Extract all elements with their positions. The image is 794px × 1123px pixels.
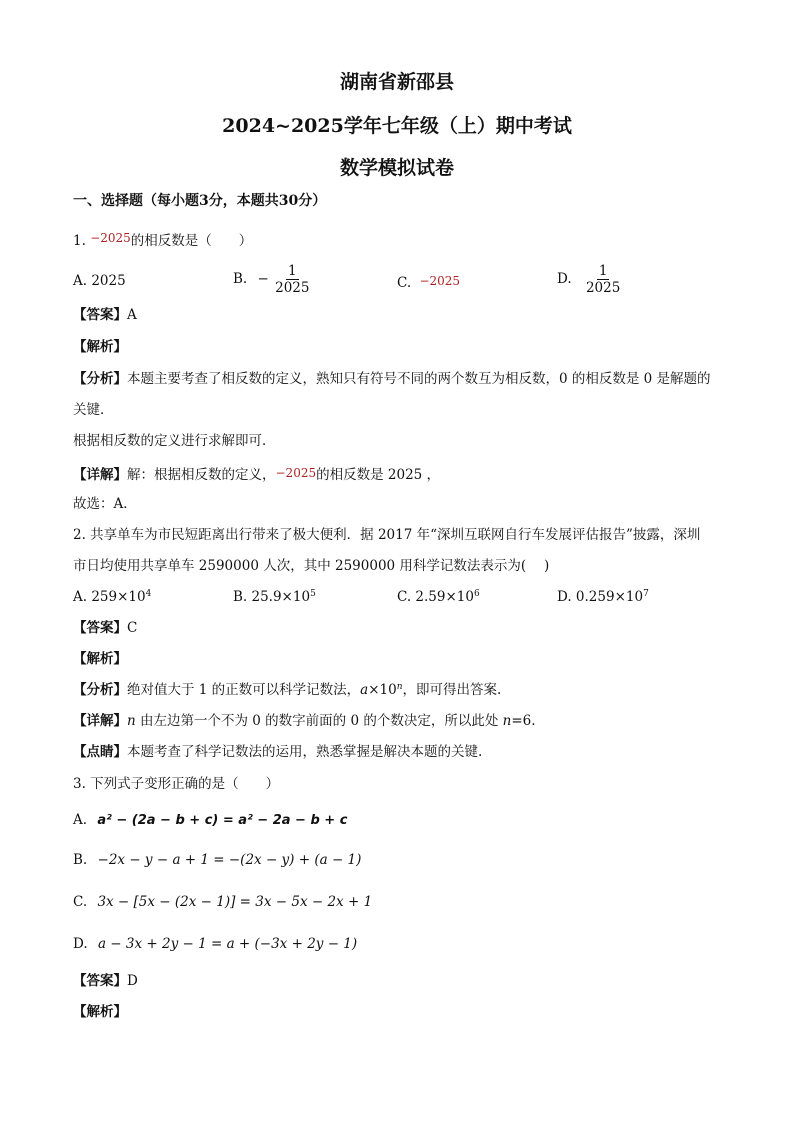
- q1-expr: −2025: [90, 231, 131, 245]
- q1-answer: 【答案】A: [73, 307, 137, 323]
- q1-option-d-fraction: $\frac{1}{2025}$: [585, 263, 621, 296]
- q3-option-d: D. a − 3x + 2y − 1 = a + (−3x + 2y − 1): [73, 936, 358, 952]
- q3-option-d-expr: a − 3x + 2y − 1 = a + (−3x + 2y − 1): [97, 936, 358, 952]
- q2-option-c: C. $2.59\times 10^6$: [397, 589, 480, 605]
- q2-xiangjie: 【详解】n 由左边第一个不为 0 的数字前面的 0 的个数决定，所以此处 n=6.: [73, 713, 536, 729]
- q3-option-c-expr: 3x − [5x − (2x − 1)] = 3x − 5x − 2x + 1: [97, 894, 373, 910]
- q1-option-d: D. $\frac{1}{2025}$: [557, 263, 621, 296]
- q1-number: 1.: [73, 233, 86, 249]
- q3-analysis-tag: 【解析】: [73, 1004, 127, 1020]
- paper-title: 数学模拟试卷: [339, 157, 454, 179]
- q2-dianjing: 【点睛】本题考查了科学记数法的运用，熟悉掌握是解决本题的关键.: [73, 744, 483, 760]
- q1-option-b-fraction: $\frac{1}{2025}$: [275, 263, 310, 296]
- section-heading: 一、选择题（每小题3分，本题共30分）: [73, 193, 327, 209]
- exam-title: 2024~2025学年七年级（上）期中考试: [222, 115, 572, 137]
- q3-option-b-expr: −2x − y − a + 1 = −(2x − y) + (a − 1): [97, 852, 362, 868]
- school-title: 湖南省新邵县: [339, 71, 454, 93]
- q1-fenxi-line3: 根据相反数的定义进行求解即可．: [73, 433, 276, 449]
- q3-option-a: A. a² − (2a − b + c) = a² − 2a − b + c: [73, 812, 348, 828]
- q2-option-b: B. $25.9\times 10^5$: [233, 589, 316, 605]
- q1-option-b: B. − $\frac{1}{2025}$: [233, 263, 310, 296]
- q2-option-a: A. $259\times 10^4$: [73, 589, 152, 605]
- q2-stem-line2: 市日均使用共享单车 2590000 人次，其中 2590000 用科学记数法表示为( ): [73, 558, 550, 574]
- q3-option-b: B. −2x − y − a + 1 = −(2x − y) + (a − 1): [73, 852, 362, 868]
- q1-analysis-tag: 【解析】: [73, 339, 127, 355]
- q1-xiangjie: 【详解】解：根据相反数的定义，−2025的相反数是 2025 ，: [73, 466, 441, 483]
- q1-fenxi: 【分析】本题主要考查了相反数的定义，熟知只有符号不同的两个数互为相反数，0 的相反数是 0 是解题的: [73, 371, 711, 387]
- q1-fenxi-line2: 关键．: [73, 402, 114, 418]
- q1-option-a: A. 2025: [73, 273, 126, 289]
- q3-option-a-expr: a² − (2a − b + c) = a² − 2a − b + c: [97, 813, 348, 828]
- q3-option-c: C. 3x − [5x − (2x − 1)] = 3x − 5x − 2x + 1: [73, 894, 373, 910]
- q3-answer: 【答案】D: [73, 973, 138, 989]
- q1-stem: [73, 229, 252, 250]
- q1-stem-text: 的相反数是（ ）: [130, 233, 253, 249]
- q1-guxuan: 故选：A．: [73, 496, 137, 512]
- q1-option-c: C. −2025: [397, 274, 461, 291]
- q2-answer: 【答案】C: [73, 620, 138, 636]
- q2-stem-line1: 2. 共享单车为市民短距离出行带来了极大便利．据 2017 年“深圳互联网自行车发展评估报告”披露，深圳: [73, 527, 701, 543]
- q2-analysis-tag: 【解析】: [73, 651, 127, 667]
- q2-fenxi: 【分析】绝对值大于 1 的正数可以科学记数法，$a\times 10^n$，即可得出答案.: [73, 682, 502, 698]
- q2-option-d: D. $0.259\times 10^7$: [557, 589, 649, 605]
- q3-stem: 3. 下列式子变形正确的是（ ）: [73, 776, 280, 792]
